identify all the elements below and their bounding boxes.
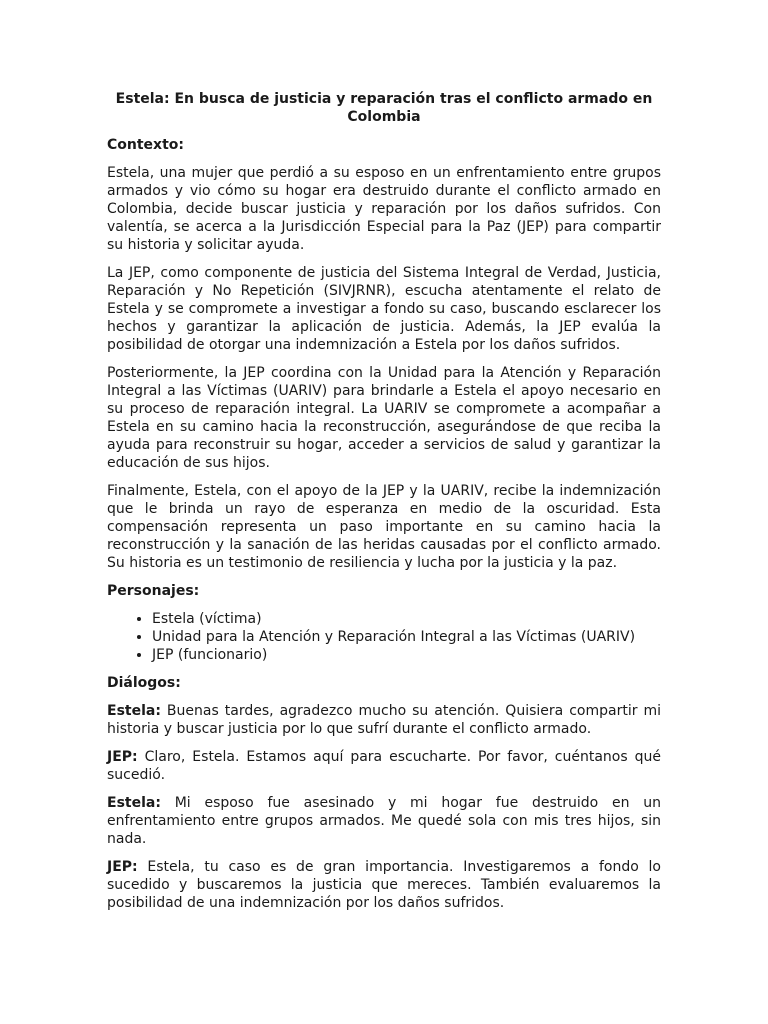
characters-list bbox=[107, 610, 661, 664]
dialogue-line bbox=[107, 858, 661, 912]
dialogue-line bbox=[107, 794, 661, 848]
character-item: • JEP (funcionario) bbox=[152, 646, 661, 664]
dialogues-heading: Diálogos: bbox=[107, 675, 181, 691]
character-item: • Estela (víctima) bbox=[152, 610, 661, 628]
character-item: • Unidad para la Atención y Reparación Integral a las Víctimas (UARIV) bbox=[152, 628, 661, 646]
dialogue-speaker: JEP: bbox=[107, 749, 138, 765]
dialogue-line bbox=[107, 748, 661, 784]
dialogue-text: Claro, Estela. Estamos aquí para escucharte. Por favor, cuéntanos qué sucedió. bbox=[107, 749, 661, 783]
context-paragraph-3: Posteriormente, la JEP coordina con la Unidad para la Atención y Reparación Integral a las Víctimas (UARIV) para brindarle a Estela el apoyo necesario en su proceso de reparación integral. La UARIV se compromete a acompañar a Estela en su camino hacia la reconstrucción, asegurándose de que reciba la ayuda para reconstruir su hogar, acceder a servicios de salud y garantizar la educación de sus hijos. bbox=[107, 365, 661, 471]
dialogue-text: Mi esposo fue asesinado y mi hogar fue destruido en un enfrentamiento entre grupos armados. Me quedé sola con mis tres hijos, sin nada. bbox=[107, 795, 661, 847]
characters-heading: Personajes: bbox=[107, 583, 200, 599]
dialogue-line bbox=[107, 702, 661, 738]
dialogue-text: Estela, tu caso es de gran importancia. Investigaremos a fondo lo sucedido y buscaremos la justicia que mereces. También evaluaremos la posibilidad de una indemnización por los daños sufridos. bbox=[107, 859, 661, 911]
dialogue-speaker: Estela: bbox=[107, 703, 161, 719]
context-heading: Contexto: bbox=[107, 137, 184, 153]
dialogue-speaker: Estela: bbox=[107, 795, 161, 811]
context-paragraph-4: Finalmente, Estela, con el apoyo de la JEP y la UARIV, recibe la indemnización que le brinda un rayo de esperanza en medio de la oscuridad. Esta compensación representa un paso importante en su camino hacia la reconstrucción y la sanación de las heridas causadas por el conflicto armado. Su historia es un testimonio de resiliencia y lucha por la justicia y la paz. bbox=[107, 483, 661, 571]
dialogue-text: Buenas tardes, agradezco mucho su atención. Quisiera compartir mi historia y buscar justicia por lo que sufrí durante el conflicto armado. bbox=[107, 703, 661, 737]
context-paragraph-2: La JEP, como componente de justicia del Sistema Integral de Verdad, Justicia, Reparación y No Repetición (SIVJRNR), escucha atentamente el relato de Estela y se compromete a investigar a fondo su caso, buscando esclarecer los hechos y garantizar la aplicación de justicia. Además, la JEP evalúa la posibilidad de otorgar una indemnización a Estela por los daños sufridos. bbox=[107, 265, 661, 353]
context-paragraph-1: Estela, una mujer que perdió a su esposo en un enfrentamiento entre grupos armados y vio cómo su hogar era destruido durante el conflicto armado en Colombia, decide buscar justicia y reparación por los daños sufridos. Con valentía, se acerca a la Jurisdicción Especial para la Paz (JEP) para compartir su historia y solicitar ayuda. bbox=[107, 165, 661, 253]
document-title: Estela: En busca de justicia y reparación tras el conflicto armado en Colombia bbox=[115, 91, 653, 125]
dialogue-speaker: JEP: bbox=[107, 859, 138, 875]
